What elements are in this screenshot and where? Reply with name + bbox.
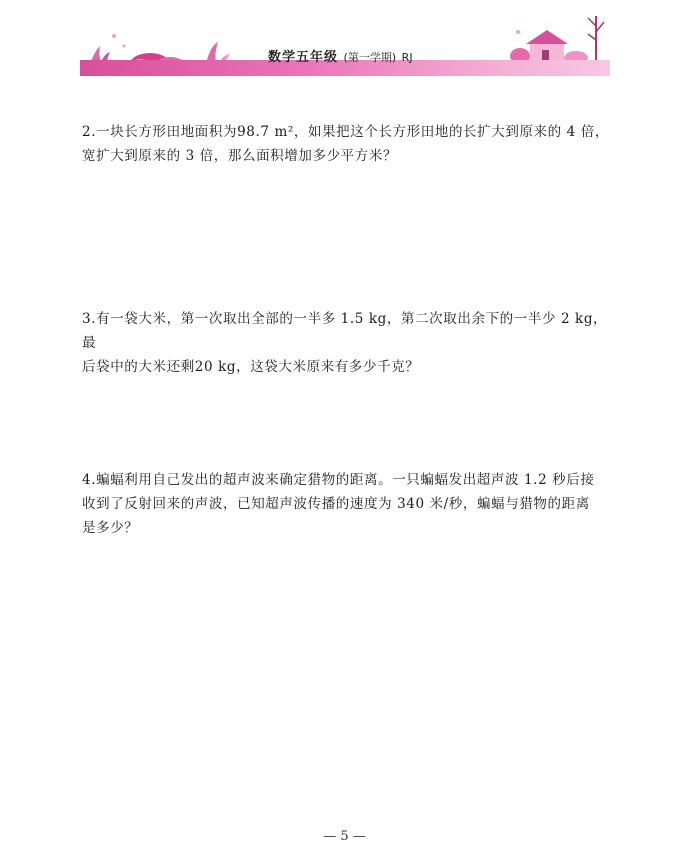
- question-text: 有一袋大米，第一次取出全部的一半多 1.5 kg，第二次取出余下的一半少 2 kg，最: [82, 311, 608, 351]
- question-line: 宽扩大到原来的 3 倍，那么面积增加多少平方米？: [82, 148, 398, 164]
- title-text: 数学五年级: [268, 50, 339, 65]
- edition-text: RJ: [401, 51, 413, 64]
- question-line: [82, 120, 610, 144]
- question-line: 是多少？: [82, 520, 139, 536]
- question-number: 2.: [82, 124, 97, 140]
- question-2: [82, 120, 610, 168]
- book-title: [268, 46, 413, 65]
- question-number: 3.: [82, 311, 97, 327]
- question-number: 4.: [82, 472, 97, 488]
- question-line: [82, 307, 610, 355]
- question-4: [82, 468, 610, 540]
- question-text: 一块长方形田地面积为98.7 m²，如果把这个长方形田地的长扩大到原来的 4 倍，: [96, 124, 609, 140]
- subtitle-text: (第一学期): [343, 51, 397, 64]
- page-number: — 5 —: [323, 829, 366, 844]
- question-text: 蝙蝠利用自己发出的超声波来确定猎物的距离。一只蝙蝠发出超声波 1.2 秒后接: [96, 472, 595, 488]
- question-line: 后袋中的大米还剩20 kg，这袋大米原来有多少千克？: [82, 359, 420, 375]
- question-line: [82, 468, 610, 492]
- question-3: [82, 307, 610, 379]
- page-header: [80, 12, 610, 76]
- question-line: 收到了反射回来的声波，已知超声波传播的速度为 340 米/秒，蝙蝠与猎物的距离: [82, 496, 590, 512]
